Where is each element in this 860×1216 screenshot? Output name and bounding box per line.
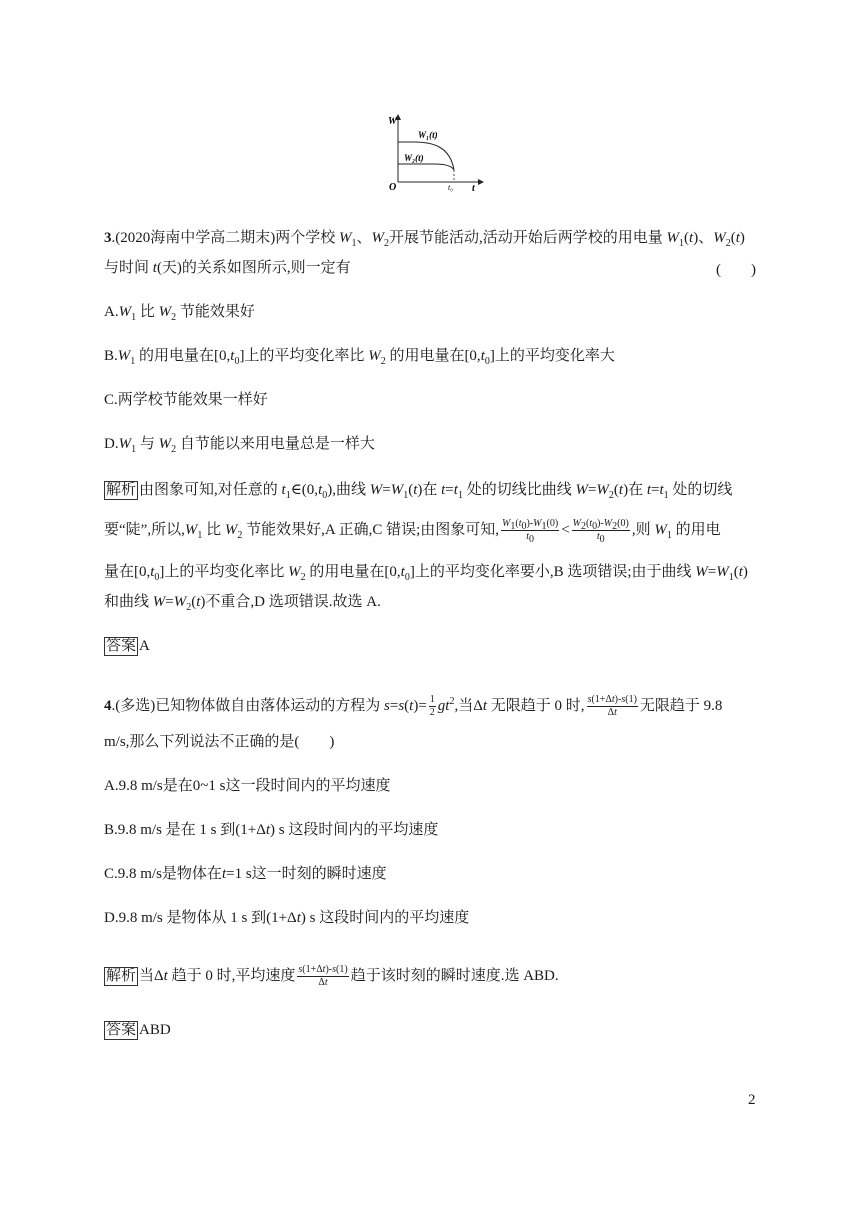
figure-x-label: t [472, 183, 475, 192]
q3-analysis-line2: 要“陡”,所以$,W_1$ 比 $W_2$ 节能效果好,A 正确,C 错误;由图象可知, $\frac{W_1(t_0)-W_1(0)}{t_0}$ < $\frac{W_2(t_0)-W_2(0)}{t_0}$ ,则 $W_1$ 的用电 [104, 518, 721, 545]
q3-analysis-line1: 解析 由图象可知,对任意的 $t_1\in(0,t_0)$,曲线 $W=W_1(t)$在 $t=t_1$ 处的切线比曲线 $W=W_2(t)$在 $t=t_1$ 处的切线 [106, 482, 733, 501]
q3-option-b: $B.W_1$ 的用电量在$[0,t_0]$上的平均变化率比 $W_2$ 的用电量在$[0,t_0]$上的平均变化率大 [104, 348, 615, 367]
q4-answer [104, 1020, 171, 1040]
q4-line2: m/s,那么下列说法不正确的是( ) [104, 734, 335, 750]
q3-option-d: $D.W_1$ 与 $W_2$ 自节能以来用电量总是一样大 [104, 436, 375, 455]
energy-usage-figure [384, 112, 504, 192]
q3-analysis-line3: 量在$[0,t_0]$上的平均变化率比 $W_2$ 的用电量在$[0,t_0]$上的平均变化率要小,B 选项错误;由于曲线 $W=W_1(t)$ [104, 564, 748, 583]
q3-answer-tag: 答案 [106, 638, 137, 654]
q4-option-c: C.9.8 m/s是物体在t=1 s这一时刻的瞬时速度 [104, 866, 387, 882]
figure-t0-label: t₀ [448, 183, 454, 192]
q4-analysis-tag: 解析 [106, 967, 137, 984]
q3-number: 3 [104, 230, 112, 246]
q3-analysis-line4: 和曲线 $W=W_2(t)$不重合,D 选项错误.故选 A. [104, 594, 381, 613]
q3-line1: 3.(2020海南中学高二期末)两个学校 $W_1$、$W_2$开展节能活动,活动开始后两学校的用电量 $W_1(t)$、$W_2(t)$ [104, 230, 745, 249]
figure-curve2-label: W₂(t) [404, 153, 424, 163]
q4-option-a: A.9.8 m/s是在0~1 s这一段时间内的平均速度 [104, 778, 391, 794]
curve-w2 [398, 164, 454, 170]
q4-option-d: D.9.8 m/s 是物体从 1 s 到(1+Δt) s 这段时间内的平均速度 [104, 910, 470, 926]
q3-answer-paren: ( ) [716, 262, 756, 278]
q4-number: 4 [104, 697, 112, 714]
q3-line2: 与时间 t(天)的关系如图所示,则一定有 [104, 260, 351, 276]
q3-option-a: $A.W_1$ 比 $W_2$ 节能效果好 [104, 304, 255, 323]
q4-option-b: B.9.8 m/s 是在 1 s 到(1+Δt) s 这段时间内的平均速度 [104, 822, 439, 838]
figure-y-label: W [388, 116, 397, 127]
q4-line1: 4.(多选)已知物体做自由落体运动的方程为 s=s(t)= $\frac{1}{2}$ $gt^2$,当Δt 无限趋于 0 时, $\frac{s(1+\Delta t)-s(1)}{\Delta t}$ 无限趋于 9.8 [104, 694, 723, 718]
q4-analysis: 解析 当Δt 趋于 0 时,平均速度 $\frac{s(1+\Delta t)-s(1)}{\Delta t}$ 趋于该时刻的瞬时速度.选 ABD. [106, 964, 559, 988]
figure-curve1-label: W₁(t) [418, 130, 438, 140]
q3-answer [104, 636, 150, 656]
q4-answer-value: ABD [139, 1022, 171, 1038]
q4-answer-tag: 答案 [106, 1022, 137, 1038]
figure-origin: O [389, 182, 397, 192]
q3-analysis-tag: 解析 [106, 482, 137, 498]
page-number: 2 [748, 1092, 756, 1108]
q3-option-c: C.两学校节能效果一样好 [104, 392, 268, 408]
q3-answer-value: A [139, 638, 150, 654]
